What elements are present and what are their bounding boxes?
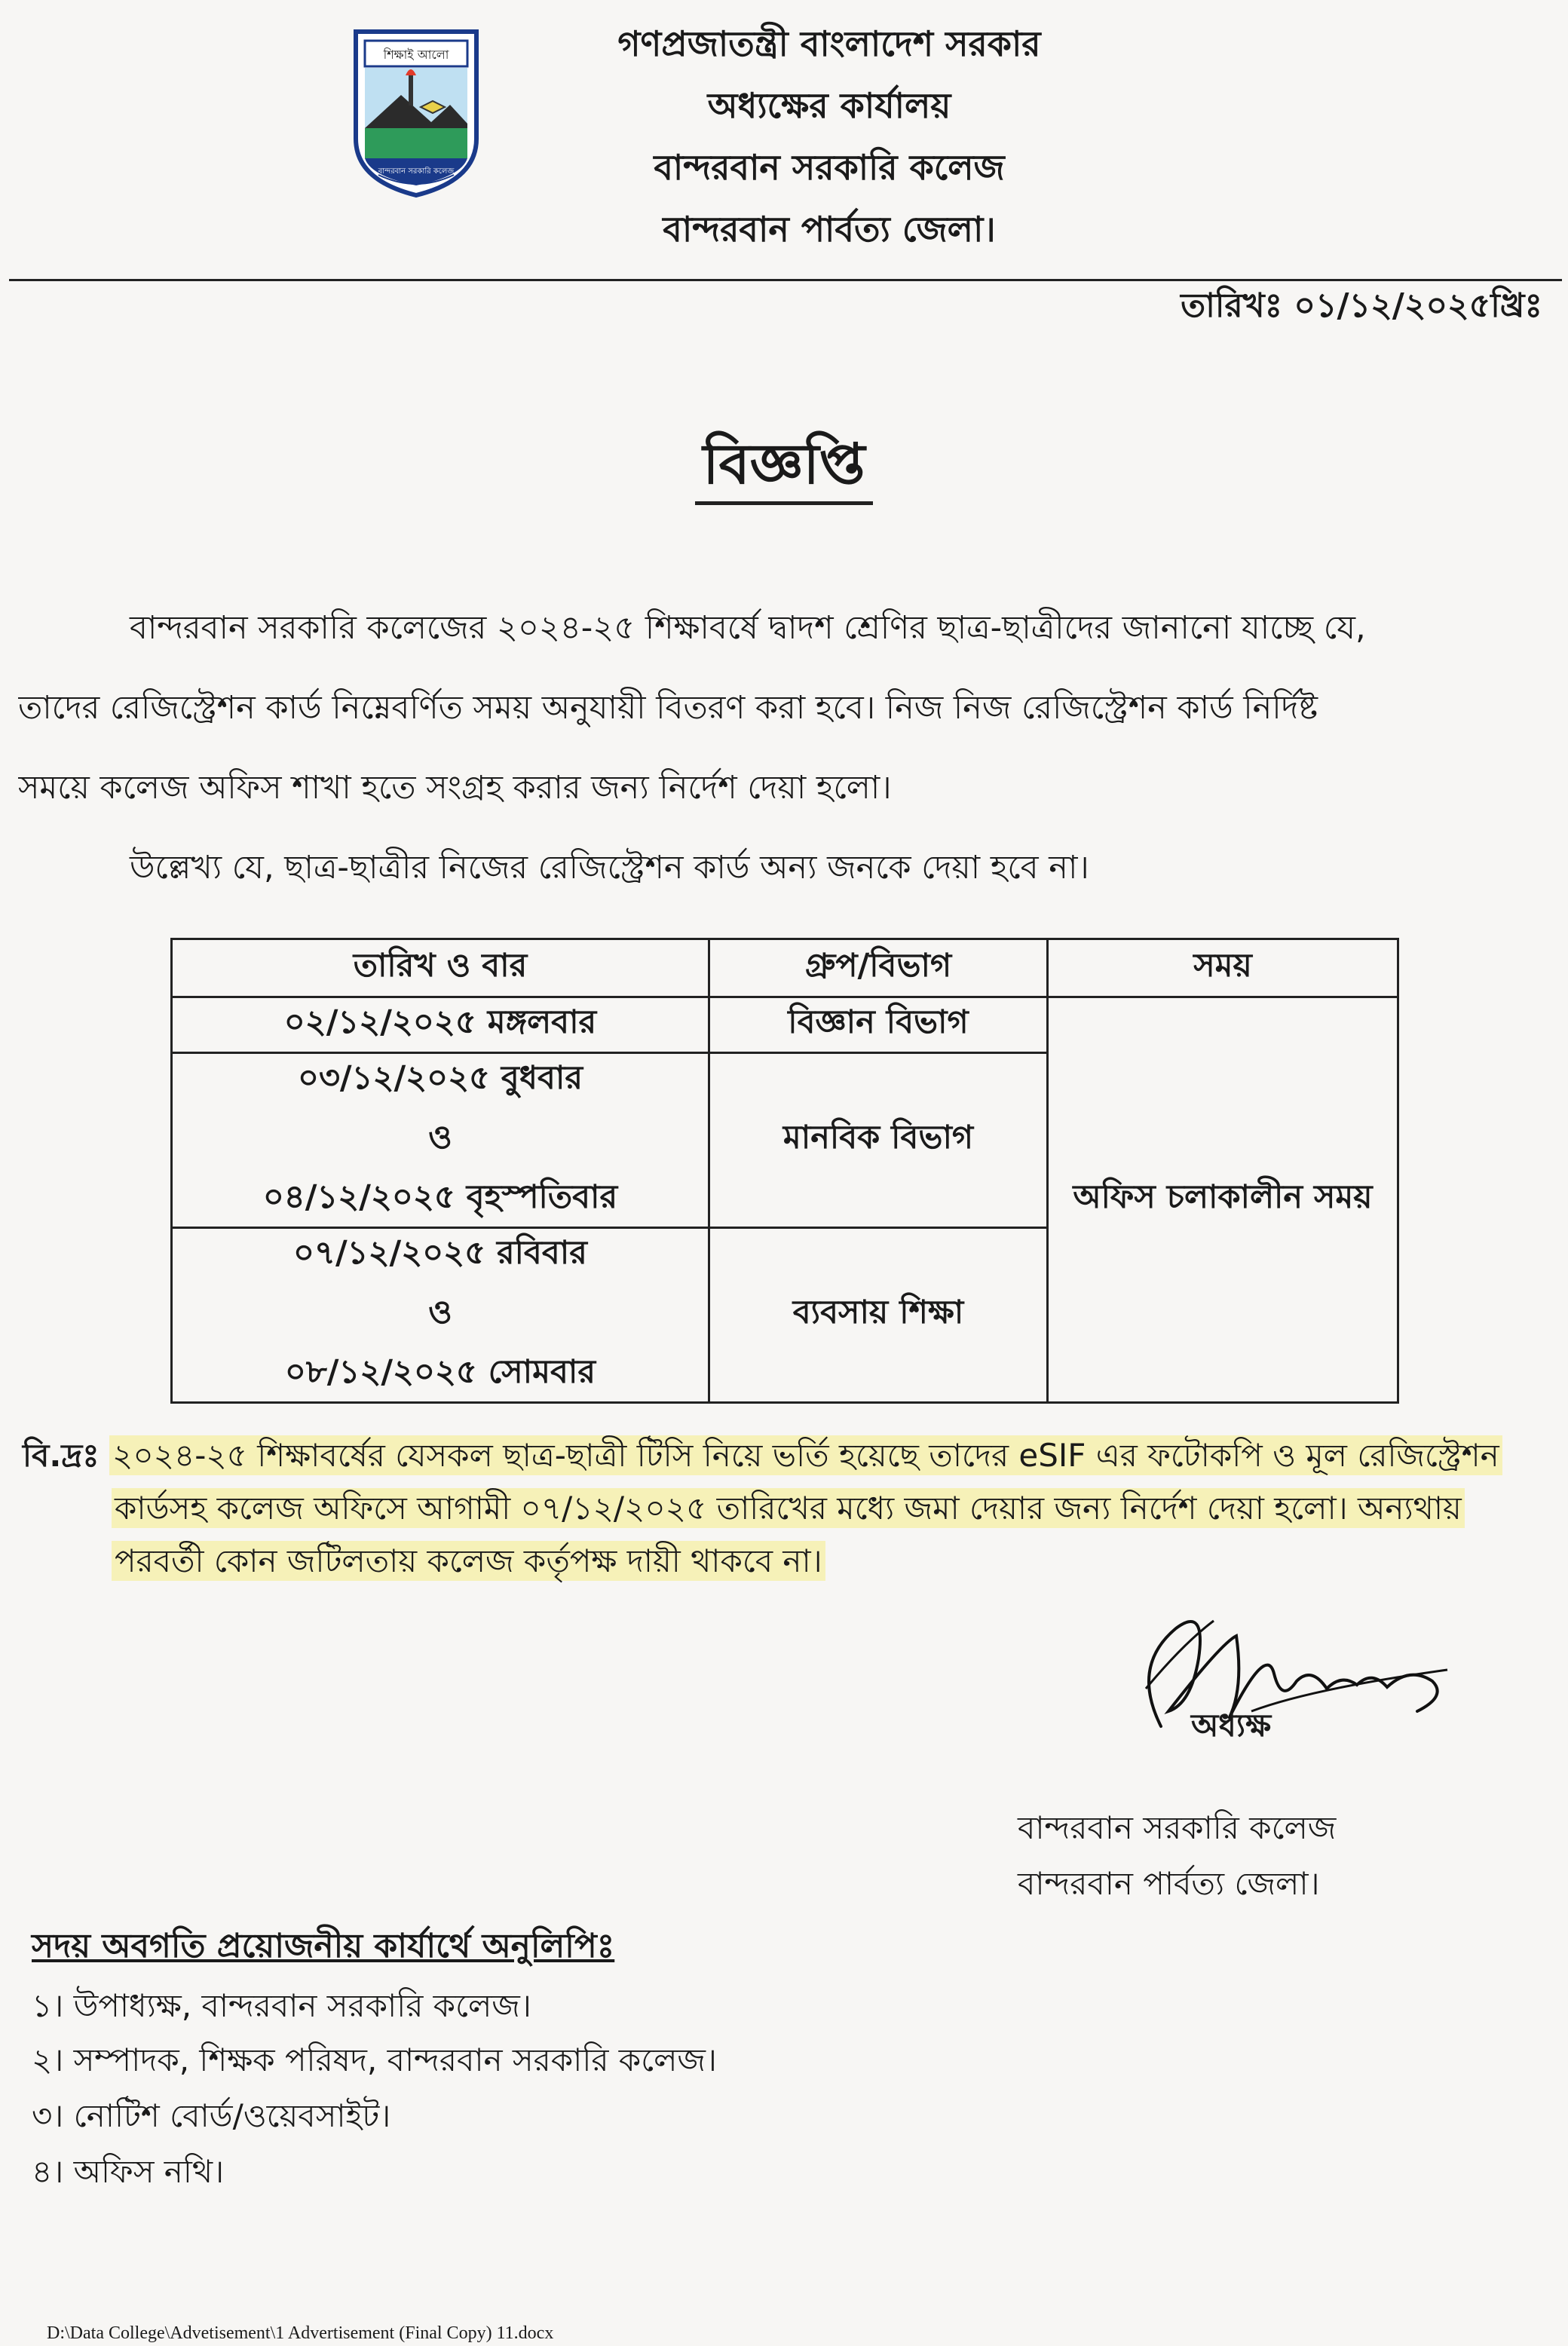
office-hours-cell: অফিস চলাকালীন সময় xyxy=(1048,997,1398,1403)
col-header-group: গ্রুপ/বিভাগ xyxy=(709,939,1048,997)
row-date-a: ০৩/১২/২০২৫ বুধবার xyxy=(297,1059,583,1097)
copies-heading: সদয় অবগতি প্রয়োজনীয় কার্যার্থে অনুলিপিঃ xyxy=(32,1927,615,1965)
table-row xyxy=(172,997,1398,1053)
row-and: ও xyxy=(428,1119,452,1156)
row-date xyxy=(172,1053,709,1228)
signatory-title: অধ্যক্ষ xyxy=(1191,1707,1272,1744)
body-line: তাদের রেজিস্ট্রেশন কার্ড নিম্নেবর্ণিত সময় অনুযায়ী বিতরণ করা হবে। নিজ নিজ রেজিস্ট্রেশন কার্ড নির্দিষ্ট xyxy=(18,689,1318,727)
copy-item: ৩। নোটিশ বোর্ড/ওয়েবসাইট। xyxy=(32,2097,391,2134)
note-label: বি.দ্রঃ xyxy=(23,1437,100,1474)
note-line: পরবর্তী কোন জটিলতায় কলেজ কর্তৃপক্ষ দায়ী থাকবে না। xyxy=(112,1541,825,1581)
logo-top-text: শিক্ষাই আলো xyxy=(383,47,449,62)
row-group: মানবিক বিভাগ xyxy=(709,1053,1048,1228)
copy-item: ৪। অফিস নথি। xyxy=(32,2153,225,2190)
signatory-district: বান্দরবান পার্বত্য জেলা। xyxy=(1018,1865,1320,1902)
file-path-footer: D:\Data College\Advetisement\1 Advertisement (Final Copy) 11.docx xyxy=(47,2323,554,2343)
col-header-time: সময় xyxy=(1048,939,1398,997)
logo-bottom-text: বান্দরবান সরকারি কলেজ xyxy=(378,167,455,176)
header-district: বান্দরবান পার্বত্য জেলা। xyxy=(663,209,996,250)
row-group: বিজ্ঞান বিভাগ xyxy=(709,997,1048,1053)
copy-item: ১। উপাধ্যক্ষ, বান্দরবান সরকারি কলেজ। xyxy=(32,1987,531,2024)
signature xyxy=(1116,1598,1462,1749)
row-date-b: ০৪/১২/২০২৫ বৃহস্পতিবার xyxy=(262,1178,618,1216)
special-note xyxy=(23,1429,1553,1588)
row-date-b: ০৮/১২/২০২৫ সোমবার xyxy=(284,1353,596,1391)
body-line: উল্লেখ্য যে, ছাত্র-ছাত্রীর নিজের রেজিস্ট্রেশন কার্ড অন্য জনকে দেয়া হবে না। xyxy=(130,849,1089,887)
notice-date: তারিখঃ ০১/১২/২০২৫খ্রিঃ xyxy=(1181,286,1542,325)
note-line: ২০২৪-২৫ শিক্ষাবর্ষের যেসকল ছাত্র-ছাত্রী টিসি নিয়ে ভর্তি হয়েছে তাদের eSIF এর ফটোকপি ও মূল রেজিস্ট্রেশন xyxy=(109,1435,1502,1475)
notice-title-text: বিজ্ঞপ্তি xyxy=(695,432,872,505)
row-and: ও xyxy=(428,1294,452,1331)
notice-title xyxy=(0,422,1568,515)
row-date: ০২/১২/২০২৫ মঙ্গলবার xyxy=(172,997,709,1053)
signatory-college: বান্দরবান সরকারি কলেজ xyxy=(1018,1809,1337,1846)
row-date-a: ০৭/১২/২০২৫ রবিবার xyxy=(293,1234,587,1272)
row-group: ব্যবসায় শিক্ষা xyxy=(709,1228,1048,1403)
col-header-date: তারিখ ও বার xyxy=(172,939,709,997)
body-line: বান্দরবান সরকারি কলেজের ২০২৪-২৫ শিক্ষাবর্ষে দ্বাদশ শ্রেণির ছাত্র-ছাত্রীদের জানানো যাচ্ছে যে, xyxy=(130,609,1366,647)
body-line: সময়ে কলেজ অফিস শাখা হতে সংগ্রহ করার জন্য নির্দেশ দেয়া হলো। xyxy=(18,769,892,807)
row-date xyxy=(172,1228,709,1403)
header-office: অধ্যক্ষের কার্যালয় xyxy=(707,85,951,126)
header-govt: গণপ্রজাতন্ত্রী বাংলাদেশ সরকার xyxy=(617,23,1041,64)
header-college: বান্দরবান সরকারি কলেজ xyxy=(654,147,1005,188)
note-line: কার্ডসহ কলেজ অফিসে আগামী ০৭/১২/২০২৫ তারিখের মধ্যে জমা দেয়ার জন্য নির্দেশ দেয়া হলো। অন্যথায় xyxy=(112,1488,1465,1528)
copy-item: ২। সম্পাদক, শিক্ষক পরিষদ, বান্দরবান সরকারি কলেজ। xyxy=(32,2041,717,2078)
schedule-table xyxy=(170,938,1399,1404)
notice-body xyxy=(18,588,1548,908)
table-header-row xyxy=(172,939,1398,997)
